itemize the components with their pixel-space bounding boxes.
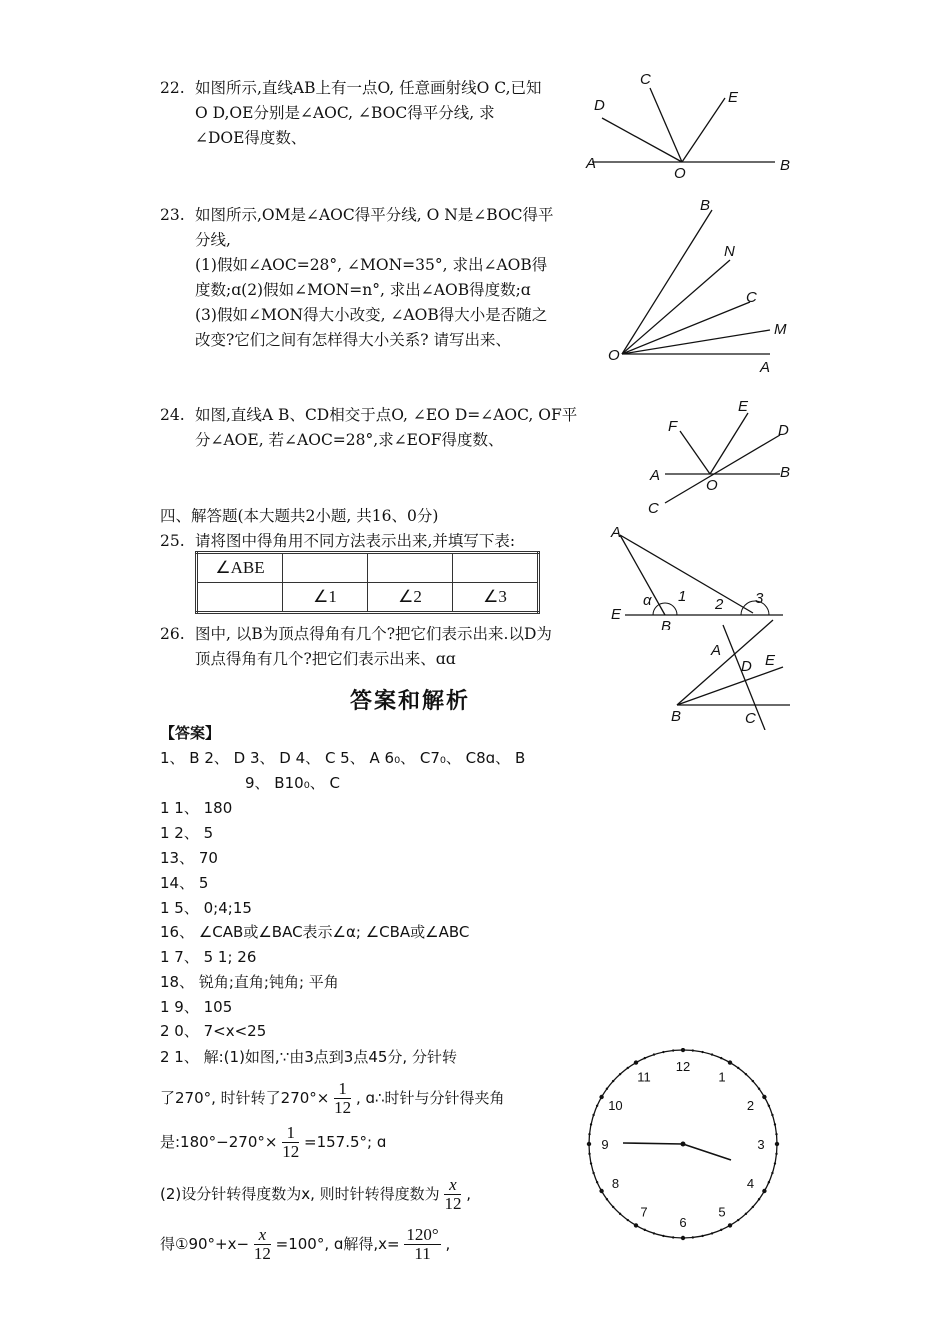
q23-line2: 分线, — [195, 231, 231, 249]
q22-label-d: D — [594, 97, 605, 114]
fraction-denominator: 12 — [444, 1194, 462, 1213]
q24-number: 24. — [160, 406, 185, 424]
q25-label-alpha: α — [643, 592, 652, 609]
q24-line1: 如图,直线A B、CD相交于点O, ∠EO D=∠AOC, OF平 — [195, 406, 578, 424]
fraction-denominator: 12 — [334, 1098, 352, 1117]
answer-21-line2-b: , ɑ∴时针与分针得夹角 — [355, 1089, 505, 1107]
fraction-120-11 — [404, 1226, 440, 1263]
q22-label-o: O — [674, 165, 686, 182]
clock-number: 3 — [757, 1137, 765, 1152]
q23-line1: 如图所示,OM是∠AOC得平分线, O N是∠BOC得平 — [195, 206, 554, 224]
fraction-numerator: 1 — [282, 1124, 299, 1143]
clock-tick — [758, 1198, 760, 1200]
answer-18: 18、 锐角;直角;钝角; 平角 — [160, 973, 339, 991]
clock-number: 1 — [718, 1069, 726, 1085]
clock-tick — [672, 1236, 674, 1238]
q25-label-3: 3 — [755, 590, 764, 607]
clock-tick — [728, 1223, 732, 1227]
clock-tick — [590, 1162, 592, 1164]
q22-label-c: C — [640, 71, 651, 88]
answer-21-line1: 2 1、 解:(1)如图,∵由3点到3点45分, 分针转 — [160, 1048, 457, 1066]
q25-cell — [453, 553, 539, 583]
q22-label-a: A — [586, 155, 597, 172]
fraction-denominator: 12 — [253, 1244, 271, 1263]
answer-21-line3 — [160, 1120, 386, 1164]
clock-tick — [653, 1232, 655, 1234]
q26-label-a: A — [711, 642, 722, 659]
clock-tick — [737, 1067, 739, 1069]
clock-number: 5 — [718, 1204, 726, 1220]
q23-line3: (1)假如∠AOC=28°, ∠MON=35°, 求出∠AOB得 — [195, 256, 548, 274]
q25-line1: 请将图中得角用不同方法表示出来,并填写下表: — [195, 532, 516, 550]
answer-11: 1 1、 180 — [160, 799, 233, 817]
q24-label-c: C — [648, 500, 659, 517]
q22-line1: 如图所示,直线AB上有一点O, 任意画射线O C,已知 — [195, 79, 542, 97]
section4-heading: 四、解答题(本大题共2小题, 共16、0分) — [160, 507, 439, 525]
answer-heading: 【答案】 — [160, 724, 221, 742]
clock-tick — [762, 1095, 766, 1099]
q22-figure — [580, 68, 800, 183]
answer-15: 1 5、 0;4;15 — [160, 899, 252, 917]
clock-tick — [599, 1189, 603, 1193]
fraction-x-12 — [254, 1226, 271, 1263]
fraction-1-12 — [334, 1080, 351, 1117]
q25-cell — [283, 553, 368, 583]
answer-21-line4-b: , — [466, 1185, 472, 1203]
clock-tick — [771, 1114, 773, 1116]
clock-tick — [644, 1057, 646, 1059]
clock-tick — [662, 1051, 664, 1053]
clock-tick — [774, 1162, 776, 1164]
clock-tick — [775, 1142, 779, 1146]
q24-label-f: F — [668, 418, 678, 435]
clock-tick — [711, 1053, 713, 1055]
clock-tick — [592, 1172, 594, 1174]
clock-number: 7 — [640, 1204, 648, 1220]
clock-tick — [681, 1048, 685, 1052]
q23-label-c: C — [746, 289, 757, 306]
clock-tick — [701, 1235, 703, 1237]
answer-21-line5-a: 得①90°+x− — [160, 1235, 250, 1253]
clock-tick — [627, 1219, 629, 1221]
clock-tick — [619, 1213, 621, 1215]
clock-tick — [627, 1067, 629, 1069]
answer-16: 16、 ∠CAB或∠BAC表示∠α; ∠CBA或∠ABC — [160, 923, 470, 941]
answer-21-line5-c: , — [445, 1235, 451, 1253]
q26-line1: 图中, 以B为顶点得角有几个?把它们表示出来.以D为 — [195, 625, 552, 643]
q22-line3: ∠DOE得度数、 — [195, 129, 307, 147]
clock-tick — [752, 1080, 754, 1082]
clock-tick — [588, 1153, 590, 1155]
q25-cell: ∠ABE — [197, 553, 283, 583]
clock-center — [681, 1142, 686, 1147]
q23-label-m: M — [774, 321, 787, 338]
clock-tick — [692, 1049, 694, 1051]
q24-figure — [640, 395, 800, 520]
clock-tick — [762, 1189, 766, 1193]
q24-label-a: A — [650, 467, 661, 484]
clock-number: 9 — [601, 1137, 609, 1152]
clock-number: 12 — [675, 1059, 691, 1074]
clock-tick — [606, 1088, 608, 1090]
clock-figure — [583, 1048, 783, 1248]
clock-tick — [596, 1181, 598, 1183]
answer-title: 答案和解析 — [350, 689, 471, 714]
clock-tick — [606, 1198, 608, 1200]
q23-line6: 改变?它们之间有怎样得大小关系? 请写出来、 — [195, 331, 512, 349]
clock-tick — [592, 1114, 594, 1116]
clock-tick — [644, 1229, 646, 1231]
answer-row-1b: 9、 B10₀、 C — [245, 774, 340, 792]
answer-21-line5 — [160, 1222, 450, 1266]
fraction-x-12 — [444, 1176, 461, 1213]
answer-13: 13、 70 — [160, 849, 218, 867]
q25-table — [195, 551, 540, 614]
fraction-numerator: x — [254, 1226, 271, 1245]
q24-label-d: D — [778, 422, 789, 439]
q26-label-c: C — [745, 710, 756, 727]
clock-tick — [587, 1142, 591, 1146]
answer-21-line2-a: 了270°, 时针转了270°× — [160, 1089, 330, 1107]
answer-19: 1 9、 105 — [160, 998, 233, 1016]
clock-tick — [612, 1080, 614, 1082]
clock-number: 6 — [679, 1215, 687, 1230]
q26-number: 26. — [160, 625, 185, 643]
clock-tick — [599, 1095, 603, 1099]
clock-number: 2 — [746, 1098, 755, 1113]
answer-21-line2 — [160, 1076, 505, 1120]
q22-label-e: E — [728, 89, 739, 106]
clock-tick — [596, 1105, 598, 1107]
q24-label-o: O — [706, 477, 718, 494]
q23-line5: (3)假如∠MON得大小改变, ∠AOB得大小是否随之 — [195, 306, 548, 324]
clock-minute-hand — [623, 1143, 683, 1144]
answer-21-line3-b: =157.5°; ɑ — [304, 1133, 387, 1151]
clock-number: 8 — [611, 1176, 620, 1191]
clock-tick — [728, 1060, 732, 1064]
clock-number: 4 — [746, 1176, 755, 1191]
clock-tick — [681, 1236, 685, 1240]
clock-tick — [768, 1105, 770, 1107]
answer-21-line4 — [160, 1172, 471, 1216]
clock-tick — [720, 1229, 722, 1231]
q23-label-n: N — [724, 243, 735, 260]
clock-tick — [590, 1123, 592, 1125]
answer-row-1: 1、 B 2、 D 3、 D 4、 C 5、 A 6₀、 C7₀、 C8ɑ、 B — [160, 749, 526, 767]
q23-label-a: A — [760, 359, 771, 376]
q25-label-1: 1 — [678, 588, 687, 605]
clock-number: 11 — [637, 1069, 651, 1085]
q22-label-b: B — [780, 157, 791, 174]
clock-tick — [588, 1133, 590, 1135]
clock-tick — [634, 1223, 638, 1227]
answer-21-line4-a: (2)设分针转得度数为x, 则时针转得度数为 — [160, 1185, 440, 1203]
clock-tick — [692, 1236, 694, 1238]
clock-tick — [612, 1206, 614, 1208]
clock-tick — [752, 1206, 754, 1208]
q23-figure — [600, 192, 800, 377]
clock-tick — [774, 1123, 776, 1125]
clock-tick — [775, 1133, 777, 1135]
q25-label-e: E — [611, 606, 622, 623]
clock-tick — [653, 1053, 655, 1055]
q26-figure — [665, 615, 795, 730]
answer-12: 1 2、 5 — [160, 824, 214, 842]
q25-cell — [197, 583, 283, 613]
clock-tick — [758, 1088, 760, 1090]
q25-label-b: B — [661, 618, 672, 630]
answer-20: 2 0、 7<x<25 — [160, 1022, 267, 1040]
q25-label-2: 2 — [715, 596, 724, 613]
q23-label-b: B — [700, 197, 711, 214]
q23-number: 23. — [160, 206, 185, 224]
fraction-numerator: 120° — [406, 1225, 439, 1244]
clock-tick — [775, 1153, 777, 1155]
q25-label-a: A — [611, 525, 622, 541]
clock-tick — [745, 1213, 747, 1215]
answer-21-line5-b: =100°, ɑ解得,x= — [275, 1235, 400, 1253]
q25-cell — [368, 553, 453, 583]
answer-14: 14、 5 — [160, 874, 209, 892]
fraction-numerator: 1 — [334, 1080, 351, 1099]
q22-number: 22. — [160, 79, 185, 97]
clock-tick — [768, 1181, 770, 1183]
clock-number: 10 — [608, 1098, 623, 1113]
q25-number: 25. — [160, 532, 185, 550]
q24-line2: 分∠AOE, 若∠AOC=28°,求∠EOF得度数、 — [195, 431, 504, 449]
q25-cell: ∠2 — [368, 583, 453, 613]
clock-tick — [662, 1235, 664, 1237]
q25-cell: ∠1 — [283, 583, 368, 613]
q25-cell: ∠3 — [453, 583, 539, 613]
answer-21-line3-a: 是:180°−270°× — [160, 1133, 278, 1151]
q23-line4: 度数;ɑ(2)假如∠MON=n°, 求出∠AOB得度数;ɑ — [195, 281, 531, 299]
q24-label-e: E — [738, 398, 749, 415]
q26-line2: 顶点得角有几个?把它们表示出来、ɑɑ — [195, 650, 456, 668]
fraction-denominator: 11 — [414, 1244, 431, 1263]
clock-tick — [672, 1049, 674, 1051]
fraction-1-12 — [282, 1124, 299, 1161]
q26-label-b: B — [671, 708, 682, 725]
fraction-denominator: 12 — [282, 1142, 300, 1161]
clock-tick — [711, 1232, 713, 1234]
clock-hour-hand — [683, 1144, 731, 1160]
clock-tick — [720, 1057, 722, 1059]
q24-label-b: B — [780, 464, 791, 481]
clock-tick — [745, 1073, 747, 1075]
clock-tick — [619, 1073, 621, 1075]
clock-tick — [737, 1219, 739, 1221]
fraction-numerator: x — [444, 1176, 461, 1195]
clock-tick — [701, 1051, 703, 1053]
answer-17: 1 7、 5 1; 26 — [160, 948, 257, 966]
q26-label-e: E — [765, 652, 776, 669]
q23-label-o: O — [608, 347, 620, 364]
clock-tick — [771, 1172, 773, 1174]
q22-line2: O D,OE分别是∠AOC, ∠BOC得平分线, 求 — [195, 104, 495, 122]
q26-label-d: D — [741, 658, 752, 675]
clock-tick — [634, 1060, 638, 1064]
